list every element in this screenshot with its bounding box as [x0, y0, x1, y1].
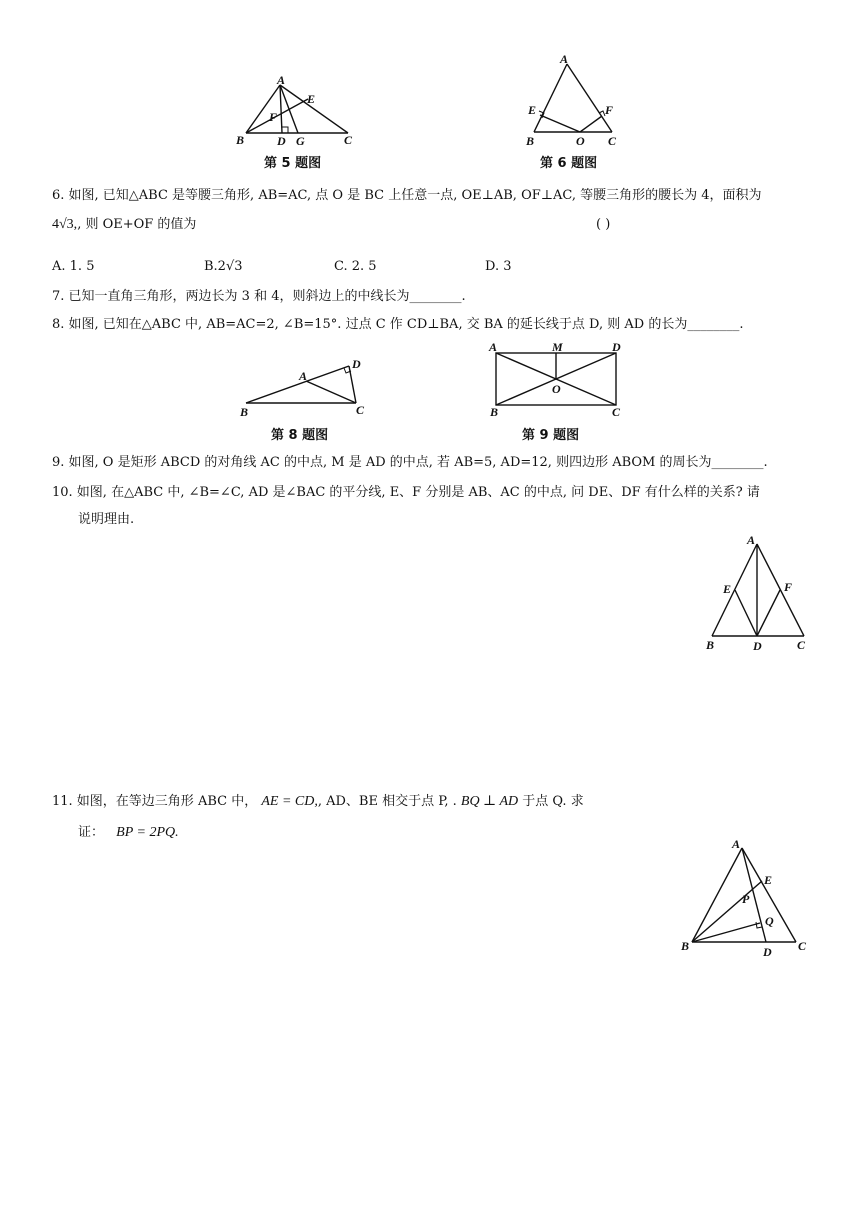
figure-8 — [236, 358, 376, 418]
fig10-label-d: D — [753, 639, 762, 653]
q11-condition-1: AE = CD, — [261, 794, 318, 809]
q6-line1: 6. 如图, 已知△ABC 是等腰三角形, AB=AC, 点 O 是 BC 上任意一点, OE⊥AB, OF⊥AC, 等腰三角形的腰长为 4，面积为 — [52, 188, 762, 203]
q6-option-b: B.2√3 — [204, 259, 243, 274]
fig9-label-c: C — [612, 405, 621, 419]
fig5-label-g: G — [296, 134, 305, 148]
fig5-caption: 第 5 题图 — [264, 156, 322, 171]
q11-mid: , AD、BE 相交于点 P, . — [317, 794, 457, 809]
fig6-label-e: E — [528, 103, 537, 117]
q9-text: 9. 如图, O 是矩形 ABCD 的对角线 AC 的中点, M 是 AD 的中点, 若 AB=5, AD=12, 则四边形 ABOM 的周长为________. — [52, 455, 768, 470]
fig11-label-d: D — [763, 945, 772, 959]
fig8-caption: 第 8 题图 — [271, 428, 329, 443]
fig11-label-q: Q — [765, 914, 774, 928]
q8-text: 8. 如图, 已知在△ABC 中, AB=AC=2, ∠B=15°. 过点 C 作 CD⊥BA, 交 BA 的延长线于点 D, 则 AD 的长为________. — [52, 317, 744, 332]
q10-line1: 10. 如图, 在△ABC 中, ∠B=∠C, AD 是∠BAC 的平分线, E、F 分别是 AB、AC 的中点, 问 DE、DF 有什么样的关系? 请 — [52, 485, 760, 500]
q11-condition-2: BQ ⊥ AD — [460, 794, 519, 809]
fig10-label-c: C — [797, 638, 806, 652]
fig11-label-e: E — [764, 873, 773, 887]
fig9-caption: 第 9 题图 — [522, 428, 580, 443]
fig10-label-f: F — [784, 580, 793, 594]
fig11-label-c: C — [798, 939, 807, 953]
fig10-label-a: A — [747, 533, 756, 547]
fig9-label-a: A — [489, 340, 498, 354]
q6-area-value: 4√3, — [52, 217, 78, 232]
q11-prove-label: 证： — [78, 825, 105, 840]
fig6-label-f: F — [605, 103, 614, 117]
fig9-label-m: M — [552, 340, 563, 354]
q6-line2 — [52, 216, 196, 234]
fig6-label-o: O — [576, 134, 585, 148]
q11-line2 — [78, 824, 179, 842]
figure-10 — [700, 532, 815, 654]
fig5-label-d: D — [277, 134, 286, 148]
fig5-label-e: E — [307, 92, 316, 106]
q11-line1 — [52, 793, 584, 811]
fig5-label-a: A — [277, 76, 286, 87]
q6-option-d: D. 3 — [485, 259, 512, 274]
figure-9 — [486, 340, 626, 420]
fig9-label-o: O — [552, 382, 561, 396]
fig5-label-b: B — [236, 133, 245, 147]
fig5-label-f: F — [269, 110, 278, 124]
fig10-label-e: E — [723, 582, 732, 596]
fig6-label-c: C — [608, 134, 617, 148]
q6-option-a: A. 1. 5 — [52, 259, 95, 274]
fig11-label-a: A — [732, 837, 741, 851]
q11-intro: 11. 如图，在等边三角形 ABC 中， — [52, 794, 258, 809]
figure-5 — [236, 76, 366, 150]
fig5-label-c: C — [344, 133, 353, 147]
fig11-label-b: B — [681, 939, 690, 953]
figure-11 — [676, 836, 811, 960]
q11-goal: BP = 2PQ. — [116, 825, 179, 840]
fig8-label-b: B — [240, 405, 249, 418]
fig8-label-a: A — [299, 369, 308, 383]
q6-line2-text: , 则 OE+OF 的值为 — [77, 217, 197, 232]
q7-text: 7. 已知一直角三角形，两边长为 3 和 4，则斜边上的中线长为________. — [52, 289, 466, 304]
q6-option-c: C. 2. 5 — [334, 259, 377, 274]
fig11-label-p: P — [742, 892, 750, 906]
fig8-label-c: C — [356, 403, 365, 417]
q11-end: 于点 Q. 求 — [522, 794, 584, 809]
fig6-label-b: B — [526, 134, 535, 148]
fig10-label-b: B — [706, 638, 715, 652]
figure-6 — [520, 52, 630, 150]
fig8-label-d: D — [352, 358, 361, 371]
q6-answer-bracket: ( ) — [596, 217, 611, 232]
fig9-label-d: D — [612, 340, 621, 354]
fig9-label-b: B — [490, 405, 499, 419]
fig6-caption: 第 6 题图 — [540, 156, 598, 171]
q10-line2: 说明理由. — [78, 512, 135, 527]
fig6-label-a: A — [560, 52, 569, 66]
